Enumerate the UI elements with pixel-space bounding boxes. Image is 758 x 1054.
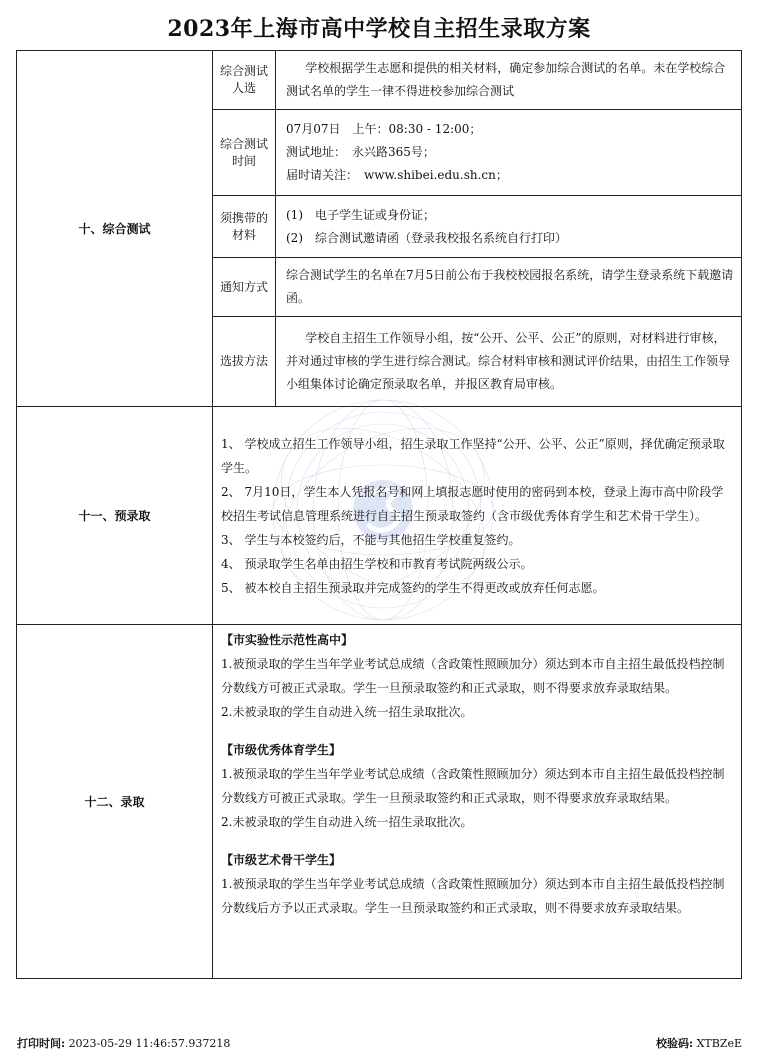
list-item: 5、 被本校自主招生预录取并完成签约的学生不得更改或放弃任何志愿。 [221,580,605,595]
row-content: 学校根据学生志愿和提供的相关材料，确定参加综合测试的名单。未在学校综合测试名单的学生一律不得进校参加综合测试 [276,51,742,110]
page-title: 2023年上海市高中学校自主招生录取方案 [167,16,591,42]
row-label: 通知方式 [213,258,276,317]
list-item: 1、 学校成立招生工作领导小组，招生录取工作坚持“公开、公平、公正”原则，择优确定预录取学生。 [221,436,725,475]
row-label: 综合测试 人选 [213,51,276,110]
section-content [213,407,742,625]
row-content: 07月07日 上午：08:30 - 12:00； 测试地址： 永兴路365号； 届时请关注： www.shibei.edu.sh.cn； [276,110,742,196]
list-item: 4、 预录取学生名单由招生学校和市教育考试院两级公示。 [221,556,533,571]
table-row [17,51,742,110]
section-title-pre-admission: 十一、预录取 [17,407,213,625]
section-title-admission: 十二、录取 [17,625,213,979]
table-row [17,625,742,979]
table-row [17,407,742,625]
row-content: (1) 电子学生证或身份证； (2) 综合测试邀请函（登录我校报名系统自行打印） [276,196,742,258]
admission-plan-table [16,50,742,979]
row-content: 学校自主招生工作领导小组，按“公开、公平、公正”的原则，对材料进行审核，并对通过审核的学生进行综合测试。综合材料审核和测试评价结果，由招生工作领导小组集体讨论确定预录取名单，并报区教育局审核。 [276,317,742,407]
group-heading: 【市级优秀体育学生】 [221,743,342,757]
row-label: 选拔方法 [213,317,276,407]
row-label: 须携带的 材料 [213,196,276,258]
group-heading: 【市实验性示范性高中】 [221,633,354,647]
list-item: 3、 学生与本校签约后，不能与其他招生学校重复签约。 [221,532,521,547]
row-content: 综合测试学生的名单在7月5日前公布于我校校园报名系统，请学生登录系统下载邀请函。 [276,258,742,317]
list-item: 2、 7月10日，学生本人凭报名号和网上填报志愿时使用的密码到本校，登录上海市高中阶段学校招生考试信息管理系统进行自主招生预录取签约（含市级优秀体育学生和艺术骨干学生）。 [221,484,724,523]
row-label: 综合测试 时间 [213,110,276,196]
check-code: 校验码: XTBZeE [656,1037,742,1050]
print-time: 打印时间: 2023-05-29 11:46:57.937218 [17,1037,231,1050]
section-title-comprehensive-test: 十、综合测试 [17,51,213,407]
group-heading: 【市级艺术骨干学生】 [221,853,342,867]
section-content: 【市实验性示范性高中】 1.被预录取的学生当年学业考试总成绩（含政策性照顾加分）须达到本市自主招生最低投档控制分数线方可被正式录取。学生一旦预录取签约和正式录取，则不得要求放弃录取结果。 2.未被录取的学生自动进入统一招生录取批次。 【市级优秀体育学生】 1.被预录取的学生当年学业考试总成绩（含政策性照顾加分）须达到本市自主招生最低投档控制分数线方可被正式录取。学生一旦预录取签约和正式录取，则不得要求放弃录取结果。 2.未被录取的学生自动进入统一招生录取批次。 【市级艺术骨干学生】 1.被预录取的学生当年学业考试总成绩（含政策性照顾加分）须达到本市自主招生最低投档控制分数线后方予以正式录取。学生一旦预录取签约和正式录取，则不得要求放弃录取结果。 [213,625,742,979]
